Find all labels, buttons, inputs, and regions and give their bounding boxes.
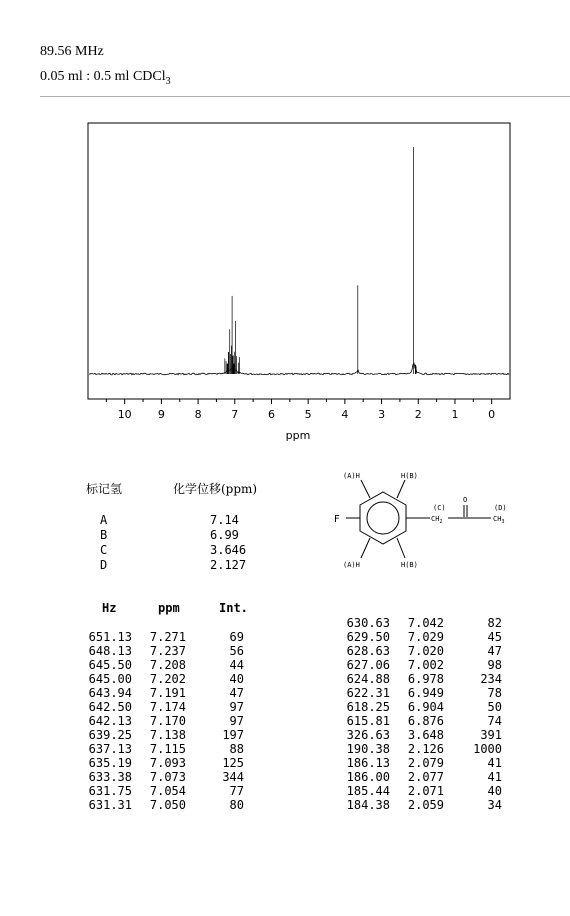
peak-int: 82 [487, 616, 502, 630]
peak-hz: 186.00 [346, 770, 390, 784]
peak-ppm: 7.191 [149, 686, 186, 700]
label-a-bottom: (A)H [343, 561, 360, 569]
assignment-shift-header: 化学位移(ppm) [173, 482, 258, 496]
peak-int: 77 [229, 784, 244, 798]
label-a-top: (A)H [343, 472, 360, 480]
peak-ppm: 6.904 [407, 700, 444, 714]
peak-ppm: 7.054 [149, 784, 186, 798]
peak-ppm: 2.126 [407, 742, 444, 756]
peak-int: 98 [487, 658, 502, 672]
ch3-subscript: 3 [501, 519, 505, 525]
peak-int: 78 [487, 686, 502, 700]
peak-ppm: 7.073 [149, 770, 186, 784]
peak-int: 47 [487, 644, 502, 658]
assignment-label: C [100, 543, 108, 557]
peak-row [80, 798, 244, 812]
aromatic-circle [367, 502, 399, 534]
peak-hz: 185.44 [346, 784, 390, 798]
peak-hz: 642.13 [88, 714, 132, 728]
bond-h-a-top [361, 480, 370, 498]
peak-ppm: 3.648 [407, 728, 444, 742]
peak-row [338, 784, 502, 798]
peak-hz: 651.13 [88, 630, 132, 644]
peak-hz: 635.19 [88, 756, 132, 770]
peak-ppm: 7.093 [149, 756, 186, 770]
x-tick-label: 3 [378, 408, 386, 421]
x-tick-label: 6 [267, 408, 275, 421]
peak-int: 74 [487, 714, 502, 728]
peak-hz: 628.63 [346, 644, 390, 658]
col-header-ppm: ppm [158, 601, 180, 615]
x-tick-label: 9 [157, 408, 165, 421]
peak-ppm: 7.237 [149, 644, 186, 658]
ch2-group [431, 515, 442, 525]
peak-int: 47 [229, 686, 244, 700]
peak-ppm: 7.174 [149, 700, 186, 714]
peak-ppm: 7.029 [407, 630, 444, 644]
bond-h-b-top [397, 480, 405, 498]
peak-ppm: 7.042 [407, 616, 444, 630]
bond-h-a-bottom [361, 538, 370, 558]
peak-int: 40 [487, 784, 502, 798]
peak-row [338, 672, 502, 686]
assignment-shift: 6.99 [210, 528, 239, 542]
peak-ppm: 7.202 [149, 672, 186, 686]
peak-int: 50 [487, 700, 502, 714]
x-tick-label: 2 [414, 408, 422, 421]
peak-row [338, 770, 502, 784]
peak-row [80, 742, 244, 756]
peak-hz: 190.38 [346, 742, 390, 756]
peak-hz: 645.00 [88, 672, 132, 686]
peak-hz: 637.13 [88, 742, 132, 756]
peak-hz: 648.13 [88, 644, 132, 658]
peak-row [338, 616, 502, 630]
assignment-label-header: 标记氢 [86, 482, 123, 496]
peak-row [338, 686, 502, 700]
ch2-text: CH [431, 515, 440, 523]
peak-row [338, 742, 502, 756]
x-tick-label: 7 [231, 408, 239, 421]
peak-table-left [80, 630, 244, 812]
peak-int: 41 [487, 770, 502, 784]
peak-int: 1000 [473, 742, 502, 756]
peak-int: 56 [229, 644, 244, 658]
peak-int: 234 [480, 672, 502, 686]
peak-ppm: 7.138 [149, 728, 186, 742]
peak-row [338, 728, 502, 742]
peak-int: 97 [229, 700, 244, 714]
peak-hz: 624.88 [346, 672, 390, 686]
assignment-shift: 7.14 [210, 513, 239, 527]
peak-ppm: 6.876 [407, 714, 444, 728]
peak-hz: 629.50 [346, 630, 390, 644]
col-header-int: Int. [219, 601, 248, 615]
peak-int: 97 [229, 714, 244, 728]
peak-row [80, 728, 244, 742]
peak-int: 45 [487, 630, 502, 644]
peak-row [338, 756, 502, 770]
peak-ppm: 7.170 [149, 714, 186, 728]
peak-row [80, 784, 244, 798]
peak-int: 125 [222, 756, 244, 770]
peak-hz: 631.31 [88, 798, 132, 812]
peak-ppm: 2.071 [407, 784, 444, 798]
label-b-bottom: H(B) [401, 561, 418, 569]
peak-hz: 633.38 [88, 770, 132, 784]
x-tick-label: 8 [194, 408, 202, 421]
x-tick-label: 5 [304, 408, 312, 421]
peak-hz: 615.81 [346, 714, 390, 728]
peak-table-right [338, 616, 502, 812]
ch3-group [493, 515, 504, 525]
ch3-text: CH [493, 515, 502, 523]
label-d: (D) [494, 504, 507, 512]
peak-ppm: 2.077 [407, 770, 444, 784]
peak-ppm: 7.271 [149, 630, 186, 644]
peak-row [338, 630, 502, 644]
peak-int: 41 [487, 756, 502, 770]
peak-ppm: 7.115 [149, 742, 186, 756]
peak-row [338, 714, 502, 728]
peak-row [80, 756, 244, 770]
assignment-label: A [100, 513, 108, 527]
peak-row [80, 630, 244, 644]
peak-row [80, 658, 244, 672]
peak-row [80, 686, 244, 700]
peak-hz: 326.63 [346, 728, 390, 742]
peak-hz: 631.75 [88, 784, 132, 798]
oxygen-atom: O [463, 496, 468, 504]
peak-ppm: 7.002 [407, 658, 444, 672]
solvent-subscript: 3 [165, 75, 171, 87]
peak-hz: 645.50 [88, 658, 132, 672]
peak-ppm: 7.020 [407, 644, 444, 658]
assignment-label: D [100, 558, 108, 572]
peak-int: 44 [229, 658, 244, 672]
peak-row [338, 644, 502, 658]
peak-row [338, 798, 502, 812]
peak-row [338, 658, 502, 672]
peak-ppm: 7.208 [149, 658, 186, 672]
peak-hz: 642.50 [88, 700, 132, 714]
peak-row [80, 700, 244, 714]
peak-int: 197 [222, 728, 244, 742]
assignment-shift: 2.127 [210, 558, 247, 572]
peak-int: 391 [480, 728, 502, 742]
peak-ppm: 2.079 [407, 756, 444, 770]
peak-hz: 627.06 [346, 658, 390, 672]
peak-ppm: 7.050 [149, 798, 186, 812]
peak-hz: 184.38 [346, 798, 390, 812]
peak-ppm: 2.059 [407, 798, 444, 812]
fluorine-atom: F [334, 514, 340, 525]
peak-row [80, 714, 244, 728]
peak-int: 40 [229, 672, 244, 686]
peak-hz: 618.25 [346, 700, 390, 714]
peak-ppm: 6.978 [407, 672, 444, 686]
peak-row [80, 644, 244, 658]
peak-int: 80 [229, 798, 244, 812]
ch2-subscript: 2 [439, 519, 443, 525]
col-header-hz: Hz [102, 601, 117, 615]
peak-int: 344 [222, 770, 244, 784]
peak-hz: 622.31 [346, 686, 390, 700]
x-tick-label: 4 [341, 408, 349, 421]
peak-hz: 643.94 [88, 686, 132, 700]
assignment-label: B [100, 528, 108, 542]
peak-int: 34 [487, 798, 502, 812]
peak-hz: 639.25 [88, 728, 132, 742]
peak-ppm: 6.949 [407, 686, 444, 700]
peak-row [80, 672, 244, 686]
x-axis-label: ppm [285, 429, 311, 442]
peak-row [338, 700, 502, 714]
label-c: (C) [433, 504, 446, 512]
bond-h-b-bottom [397, 538, 405, 558]
label-b-top: H(B) [401, 472, 418, 480]
peak-hz: 186.13 [346, 756, 390, 770]
x-tick-label: 1 [451, 408, 459, 421]
peak-row [80, 770, 244, 784]
x-tick-label: 10 [117, 408, 132, 421]
assignment-shift: 3.646 [210, 543, 247, 557]
peak-int: 69 [229, 630, 244, 644]
peak-int: 88 [229, 742, 244, 756]
solvent-text: 0.05 ml : 0.5 ml CDCl [40, 69, 166, 84]
x-tick-label: 0 [488, 408, 496, 421]
spectrometer-frequency: 89.56 MHz [40, 44, 104, 59]
peak-hz: 630.63 [346, 616, 390, 630]
